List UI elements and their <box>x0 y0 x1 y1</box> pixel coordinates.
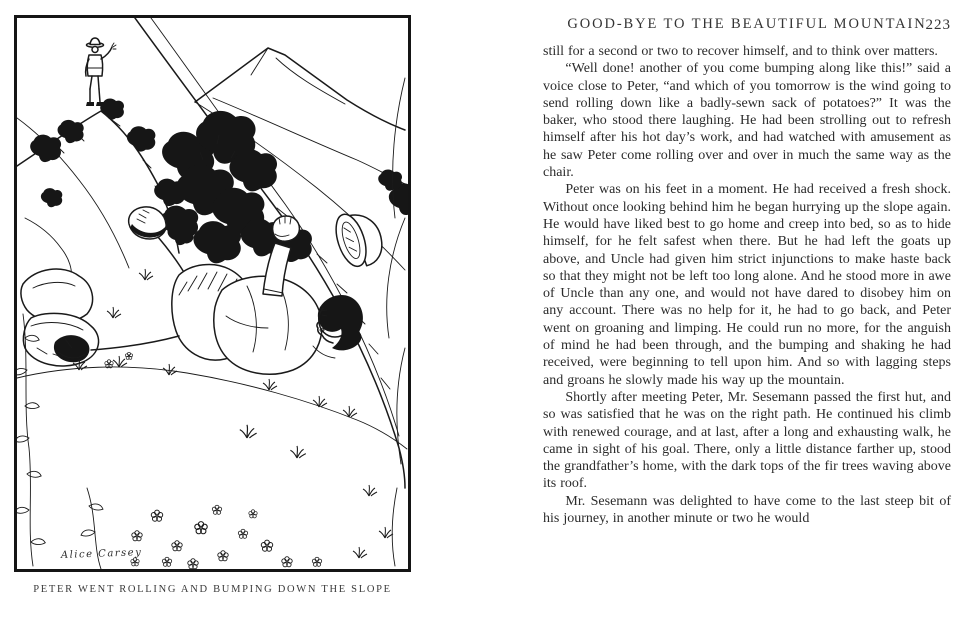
paragraph-2: “Well done! another of you come bumping along like this!” said a voice close to Peter, “and which of you tomorrow is the wind going to send rolling down like a badly-sewn sack of potatoes?” It was the baker, who stood there laughing. He had been strolling out to refresh himself after his hot day’s work, and had watched with amusement as he saw Peter come rolling over and over in much the same way as the chair. <box>543 61 951 181</box>
paragraph-5: Mr. Sesemann was delighted to have come to the last steep bit of his journey, in another minute or two he would <box>543 493 951 527</box>
illustrator-signature: Alice Carsey <box>60 547 143 561</box>
figure-caption: PETER WENT ROLLING AND BUMPING DOWN THE SLOPE <box>33 584 392 595</box>
running-head <box>543 16 951 36</box>
hiker-figure <box>86 38 116 106</box>
page-number: 223 <box>925 17 951 33</box>
illustration-figure <box>14 15 411 595</box>
text-column <box>543 16 951 527</box>
illustration-svg <box>17 18 408 569</box>
paragraph-4: Shortly after meeting Peter, Mr. Sesemann passed the first hut, and so was satisfied that he was on the right path. He continued his climb with renewed courage, and at last, after a long and exhausting walk, he came in sight of his goal. There, only a little distance farther up, stood the grandfather’s home, with the dark tops of the fir trees waving above its roof. <box>543 389 951 492</box>
body-text <box>543 43 951 527</box>
head <box>313 295 363 358</box>
flying-hat <box>330 206 388 272</box>
illustration-frame <box>14 15 411 572</box>
chapter-title: GOOD-BYE TO THE BEAUTIFUL MOUNTAIN <box>567 16 927 32</box>
boot <box>129 207 166 239</box>
hiker-slope <box>17 99 194 280</box>
paragraph-1: still for a second or two to recover himself, and to think over matters. <box>543 44 938 59</box>
paragraph-3: Peter was on his feet in a moment. He had received a fresh shock. Without once looking behind him he began hurrying up the slope again. He would have liked best to go home and creep into bed, so as to hide himself, for he felt safest when there. But he had left the goats up above, and Uncle had given him strict injunctions to make haste back so that they might not be left too long alone. And he stood more in awe of Uncle than any one, and would not have dared to disobey him on any account. There was no help for it, he had to go back, and Peter went on groaning and limping. He could run no more, for the anguish of mind he had been through, and the bumping and shaking he had received, were beginning to tell upon him. And so with lagging steps and groans he slowly made his way up the mountain. <box>543 182 951 388</box>
